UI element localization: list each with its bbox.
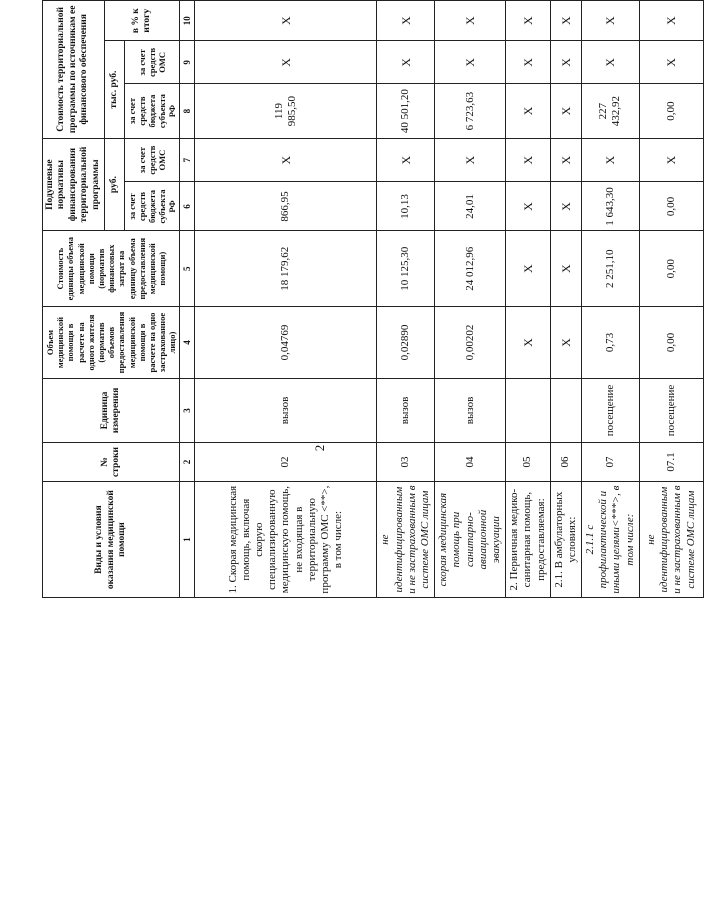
row-volume: X xyxy=(550,306,581,378)
header-percent-total: в % к итогу xyxy=(104,1,179,41)
column-number: 9 xyxy=(180,41,195,84)
row-unit-cost: 10 125,30 xyxy=(377,231,435,306)
row-unit: вызов xyxy=(435,379,506,443)
row-norm-oms: X xyxy=(550,138,581,182)
row-norm-oms: X xyxy=(639,138,703,182)
row-percent: X xyxy=(377,1,435,41)
column-number: 5 xyxy=(180,231,195,306)
row-norm-budget: X xyxy=(506,182,551,231)
row-unit-cost: 2 251,10 xyxy=(582,231,640,306)
row-line-number: 04 xyxy=(435,442,506,482)
row-norm-budget: X xyxy=(550,182,581,231)
row-unit: посещение xyxy=(639,379,703,443)
column-number: 2 xyxy=(180,442,195,482)
table-row xyxy=(435,1,506,598)
row-unit-cost: X xyxy=(550,231,581,306)
header-volume: Объем медицинской помощи в расчете на одного жителя (норматив объемов предоставления медицинской помощи в расчете на одно застрахованное лицо) xyxy=(43,306,180,378)
header-unit-rub: руб. xyxy=(104,138,124,231)
row-percent: X xyxy=(550,1,581,41)
row-unit: посещение xyxy=(582,379,640,443)
column-number: 1 xyxy=(180,482,195,598)
row-line-number: 07.1 xyxy=(639,442,703,482)
row-unit xyxy=(550,379,581,443)
row-cost-oms: X xyxy=(582,41,640,84)
page-number: 2 xyxy=(312,444,327,452)
row-cost-budget: 227 432,92 xyxy=(582,84,640,138)
table-row xyxy=(377,1,435,598)
row-cost-oms: X xyxy=(550,41,581,84)
row-line-number: 07 xyxy=(582,442,640,482)
row-cost-budget: 6 723,63 xyxy=(435,84,506,138)
row-unit-cost: X xyxy=(506,231,551,306)
row-norm-oms: X xyxy=(435,138,506,182)
row-line-number: 02 xyxy=(195,442,377,482)
row-cost-budget: 40 501,20 xyxy=(377,84,435,138)
row-volume: 0,00202 xyxy=(435,306,506,378)
table-row xyxy=(639,1,703,598)
row-cost-oms: X xyxy=(639,41,703,84)
row-norm-budget: 1 643,30 xyxy=(582,182,640,231)
program-cost-table xyxy=(42,0,704,598)
row-norm-budget: 24,01 xyxy=(435,182,506,231)
row-unit-cost: 18 179,62 xyxy=(195,231,377,306)
row-percent: X xyxy=(435,1,506,41)
row-name: не идентифицированным и не застрахованным в системе ОМС лицам xyxy=(377,482,435,598)
row-percent: X xyxy=(582,1,640,41)
row-cost-oms: X xyxy=(435,41,506,84)
row-norm-oms: X xyxy=(506,138,551,182)
column-number: 10 xyxy=(180,1,195,41)
table-row xyxy=(550,1,581,598)
row-line-number: 06 xyxy=(550,442,581,482)
row-line-number: 05 xyxy=(506,442,551,482)
row-volume: 0,73 xyxy=(582,306,640,378)
row-name: 2.1. В амбулаторных условиях: xyxy=(550,482,581,598)
header-line-number: № строки xyxy=(43,442,180,482)
row-unit xyxy=(506,379,551,443)
row-name: 2.1.1 с профилактической и иными целями<***>, в том числе: xyxy=(582,482,640,598)
row-name: не идентифицированным и не застрахованным в системе ОМС лицам xyxy=(639,482,703,598)
row-cost-oms: X xyxy=(377,41,435,84)
row-line-number: 03 xyxy=(377,442,435,482)
row-name: скорая медицинская помощь при санитарно-авиационной эвакуации xyxy=(435,482,506,598)
row-cost-budget: 119 985,50 xyxy=(195,84,377,138)
row-norm-budget: 866,95 xyxy=(195,182,377,231)
header-cost-oms: за счет средств ОМС xyxy=(124,41,180,84)
header-per-capita-norms: Подушевые нормативы финансирования территориальной программы xyxy=(43,138,105,231)
row-norm-oms: X xyxy=(377,138,435,182)
row-volume: 0,02890 xyxy=(377,306,435,378)
row-percent: X xyxy=(639,1,703,41)
column-number: 6 xyxy=(180,182,195,231)
column-number: 7 xyxy=(180,138,195,182)
table-row xyxy=(582,1,640,598)
row-percent: X xyxy=(506,1,551,41)
column-number: 3 xyxy=(180,379,195,443)
header-unit: Единица измерения xyxy=(43,379,180,443)
row-volume: X xyxy=(506,306,551,378)
row-volume: 0,00 xyxy=(639,306,703,378)
row-norm-budget: 0,00 xyxy=(639,182,703,231)
row-name: 2. Первичная медико-санитарная помощь, предоставляемая: xyxy=(506,482,551,598)
row-norm-oms: X xyxy=(582,138,640,182)
table-body xyxy=(195,1,703,598)
row-unit-cost: 0,00 xyxy=(639,231,703,306)
header-norm-budget: за счет средств бюджета субъекта РФ xyxy=(124,182,180,231)
row-name: 1. Скорая медицинская помощь, включая скорую специализированную медицинскую помощь, не входящая в территориальную программу ОМС <**>, в том числе: xyxy=(195,482,377,598)
row-cost-budget: 0,00 xyxy=(639,84,703,138)
table-row xyxy=(195,1,377,598)
row-norm-oms: X xyxy=(195,138,377,182)
header-unit-cost: Стоимость единицы объема медицинской помощи (норматив финансовых затрат на единицу объема предоставления медицинской помощи) xyxy=(43,231,180,306)
row-norm-budget: 10,13 xyxy=(377,182,435,231)
row-unit: вызов xyxy=(195,379,377,443)
table-row xyxy=(506,1,551,598)
column-number: 4 xyxy=(180,306,195,378)
column-numbers-row xyxy=(180,1,195,598)
row-cost-oms: X xyxy=(195,41,377,84)
header-unit-thous-rub: тыс. руб. xyxy=(104,41,124,138)
header-row-1 xyxy=(43,1,105,598)
column-number: 8 xyxy=(180,84,195,138)
row-percent: X xyxy=(195,1,377,41)
row-unit: вызов xyxy=(377,379,435,443)
header-kind: Виды и условия оказания медицинской помощи xyxy=(43,482,180,598)
row-volume: 0,04769 xyxy=(195,306,377,378)
row-cost-oms: X xyxy=(506,41,551,84)
row-unit-cost: 24 012,96 xyxy=(435,231,506,306)
row-cost-budget: X xyxy=(506,84,551,138)
row-cost-budget: X xyxy=(550,84,581,138)
header-cost-budget: за счет средств бюджета субъекта РФ xyxy=(124,84,180,138)
header-program-cost: Стоимость территориальной программы по источникам ее финансового обеспечения xyxy=(43,1,105,139)
header-norm-oms: за счет средств ОМС xyxy=(124,138,180,182)
